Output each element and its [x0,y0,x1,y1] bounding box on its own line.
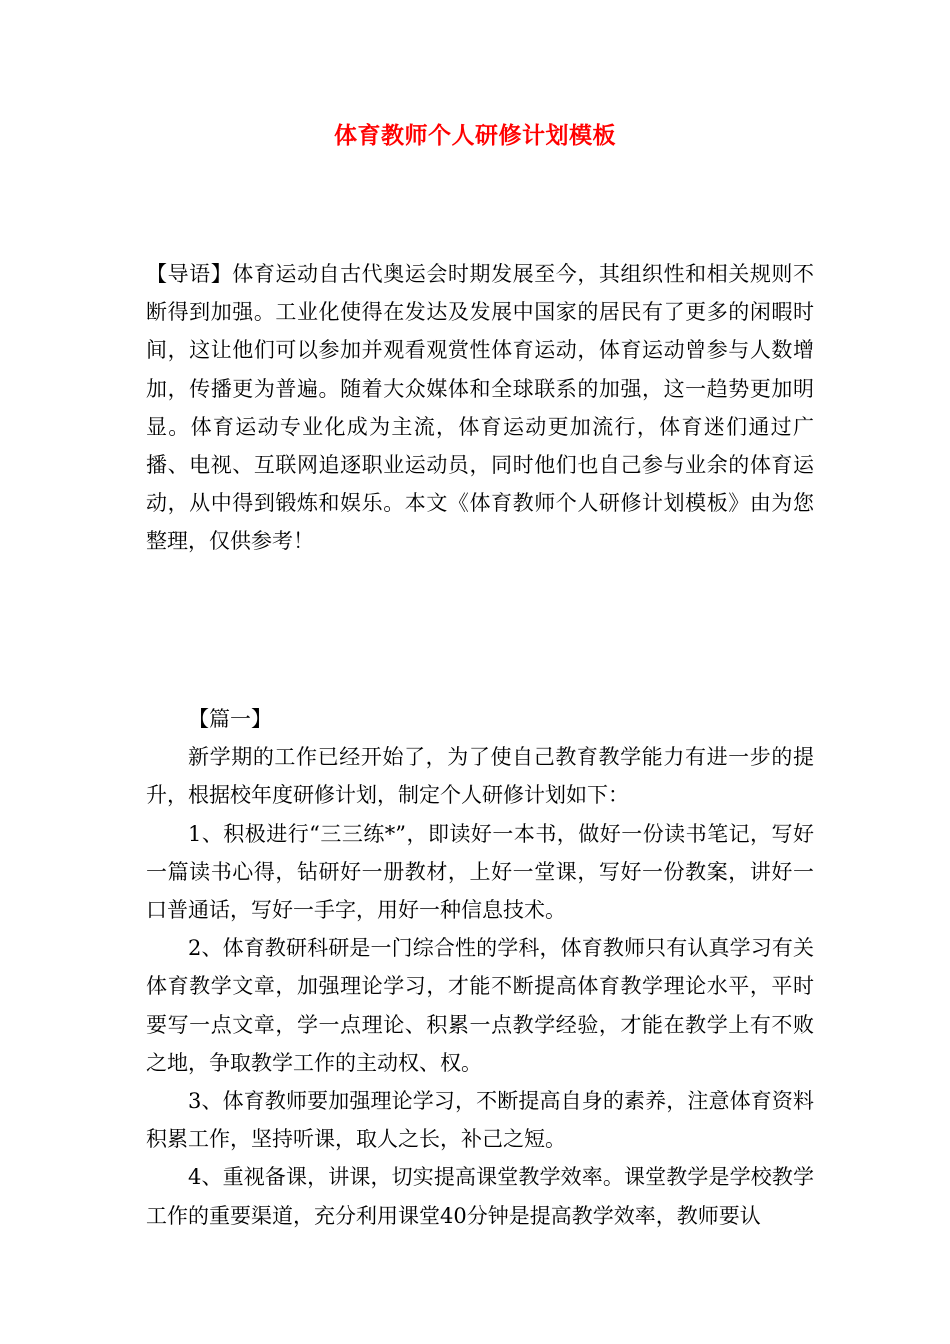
section-one [146,700,814,1235]
body-paragraph: 4、重视备课，讲课，切实提高课堂教学效率。课堂教学是学校教学工作的重要渠道，充分利用课堂40分钟是提高教学效率，教师要认 [146,1165,814,1228]
section-heading: 【篇一】 [188,707,272,731]
document-title: 体育教师个人研修计划模板 [334,122,616,149]
body-paragraph: 3、体育教师要加强理论学习，不断提高自身的素养，注意体育资料积累工作，坚持听课，取人之长，补己之短。 [146,1089,814,1152]
intro-paragraph: 【导语】体育运动自古代奥运会时期发展至今，其组织性和相关规则不断得到加强。工业化使得在发达及发展中国家的居民有了更多的闲暇时间，这让他们可以参加并观看观赏性体育运动，体育运动曾参与人数增加，传播更为普遍。随着大众媒体和全球联系的加强，这一趋势更加明显。体育运动专业化成为主流，体育运动更加流行，体育迷们通过广播、电视、互联网追逐职业运动员，同时他们也自己参与业余的体育运动，从中得到锻炼和娱乐。本文《体育教师个人研修计划模板》由为您整理，仅供参考！ [146,262,814,554]
body-paragraph: 1、积极进行“三三练*”，即读好一本书，做好一份读书笔记，写好一篇读书心得，钻研好一册教材，上好一堂课，写好一份教案，讲好一口普通话，写好一手字，用好一种信息技术。 [146,821,814,923]
body-paragraph: 新学期的工作已经开始了，为了使自己教育教学能力有进一步的提升，根据校年度研修计划，制定个人研修计划如下： [146,745,814,808]
body-paragraph: 2、体育教研科研是一门综合性的学科，体育教师只有认真学习有关体育教学文章，加强理论学习，才能不断提高体育教学理论水平，平时要写一点文章，学一点理论、积累一点教学经验，才能在教学上有不败之地，争取教学工作的主动权、权。 [146,936,814,1075]
